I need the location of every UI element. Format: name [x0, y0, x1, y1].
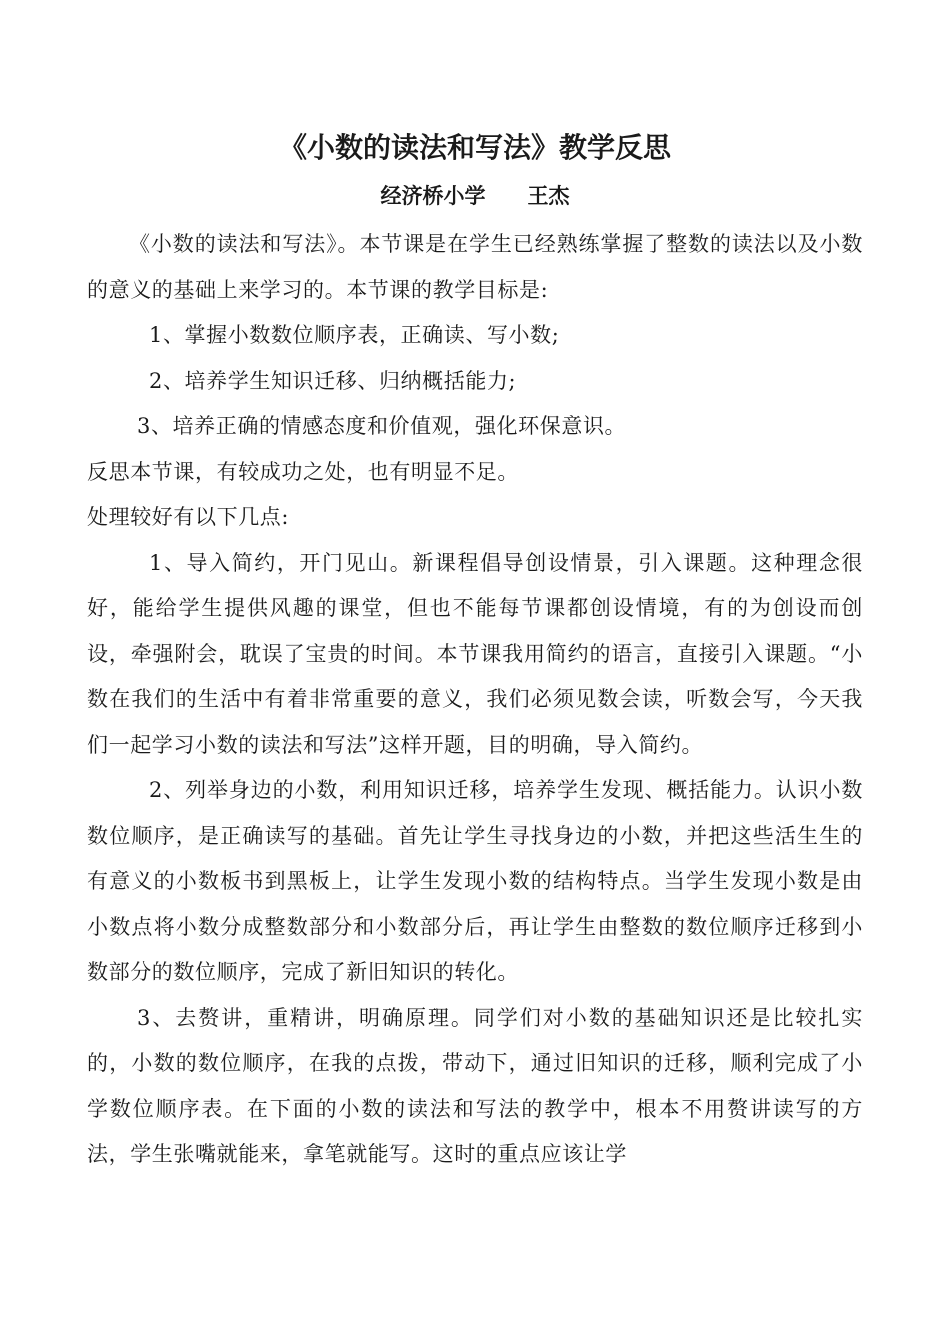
paragraph-reflection: 反思本节课，有较成功之处，也有明显不足。 [87, 459, 519, 484]
author-line: 经济桥小学 王杰 [380, 184, 570, 208]
paragraph-goal-3: 3、培养正确的情感态度和价值观，强化环保意识。 [137, 414, 627, 438]
paragraph-points-heading: 处理较好有以下几点: [87, 505, 290, 529]
document-title: 《小数的读法和写法》教学反思 [278, 131, 671, 164]
paragraph-intro: 《小数的读法和写法》。本节课是在学生已经熟练掌握了整数的读法以及小数的意义的基础上来学习的。本节课的教学目标是: [87, 232, 863, 302]
paragraph-point-2: 2、列举身边的小数，利用知识迁移，培养学生发现、概括能力。认识小数数位顺序，是正确读写的基础。首先让学生寻找身边的小数，并把这些活生生的有意义的小数板书到黑板上，让学生发现小数的结构特点。当学生发现小数是由小数点将小数分成整数部分和小数部分后，再让学生由整数的数位顺序迁移到小数部分的数位顺序，完成了新旧知识的转化。 [87, 778, 863, 984]
paragraph-point-3: 3、去赘讲，重精讲，明确原理。同学们对小数的基础知识还是比较扎实的，小数的数位顺序，在我的点拨，带动下，通过旧知识的迁移，顺利完成了小学数位顺序表。在下面的小数的读法和写法的教学中，根本不用赘讲读写的方法，学生张嘴就能来，拿笔就能写。这时的重点应该让学 [87, 1005, 863, 1166]
paragraph-point-1: 1、导入简约，开门见山。新课程倡导创设情景，引入课题。这种理念很好，能给学生提供风趣的课堂，但也不能每节课都创设情境，有的为创设而创设，牵强附会，耽误了宝贵的时间。本节课我用简约的语言，直接引入课题。“小数在我们的生活中有着非常重要的意义，我们必须见数会读，听数会写，今天我们一起学习小数的读法和写法”这样开题，目的明确，导入简约。 [87, 550, 863, 757]
document-body [87, 222, 863, 1178]
paragraph-goal-1: 1、掌握小数数位顺序表，正确读、写小数; [149, 323, 560, 347]
paragraph-goal-2: 2、培养学生知识迁移、归纳概括能力; [149, 368, 517, 393]
